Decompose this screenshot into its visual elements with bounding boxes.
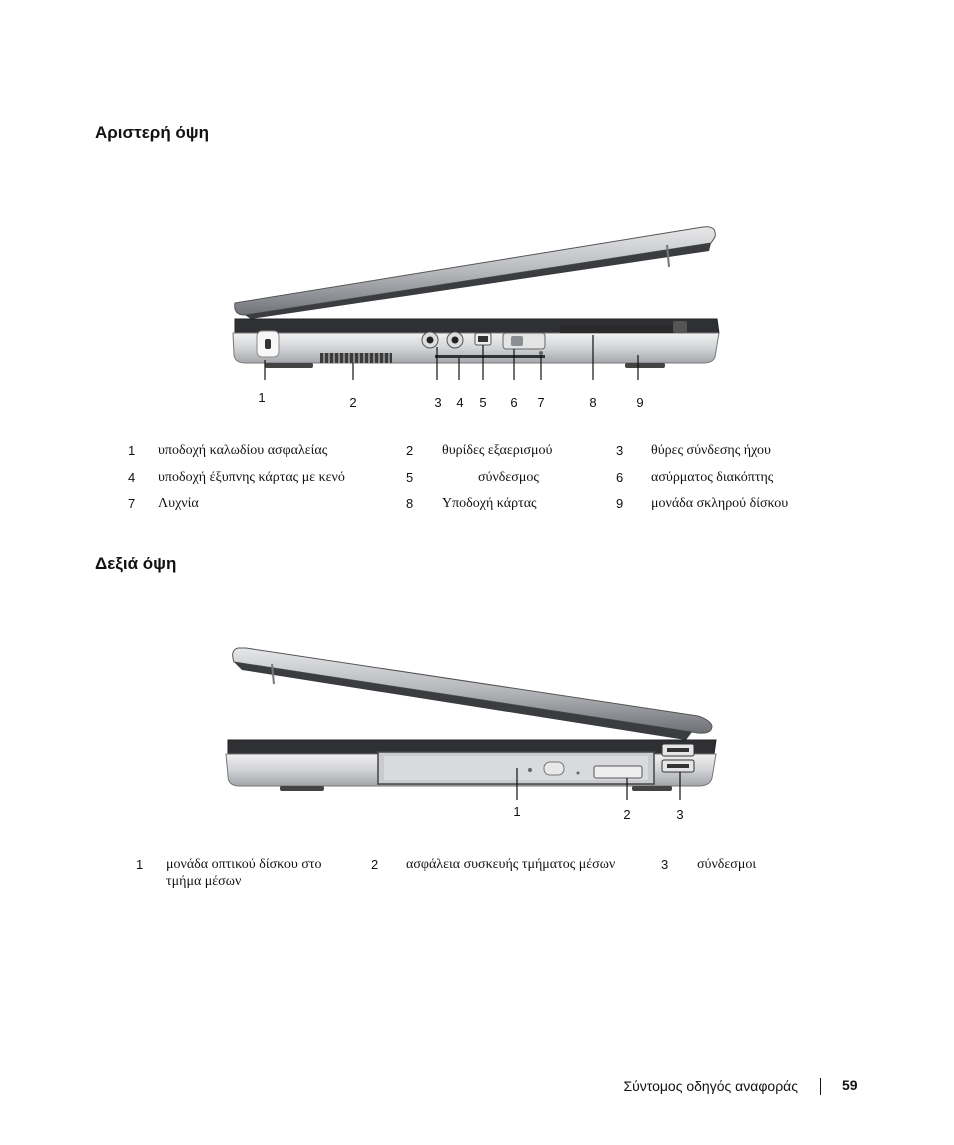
left-legend-num-1: 1 bbox=[128, 443, 136, 458]
right-legend-text-3: σύνδεσμοι bbox=[697, 857, 757, 872]
right-callout-1: 1 bbox=[513, 804, 521, 819]
right-view-heading: Δεξιά όψη bbox=[95, 554, 177, 573]
left-legend-text-6: ασύρματος διακόπτης bbox=[651, 470, 774, 485]
left-callout-1: 1 bbox=[258, 390, 266, 405]
left-legend-num-3: 3 bbox=[616, 443, 624, 458]
left-legend-num-4: 4 bbox=[128, 470, 136, 485]
left-legend-text-5: σύνδεσμος bbox=[478, 470, 539, 485]
right-callout-2: 2 bbox=[623, 807, 631, 822]
left-view-figure bbox=[225, 215, 730, 380]
right-legend-text-2: ασφάλεια συσκευής τμήματος μέσων bbox=[406, 857, 616, 872]
left-legend-num-6: 6 bbox=[616, 470, 624, 485]
left-legend-text-1: υποδοχή καλωδίου ασφαλείας bbox=[158, 443, 328, 458]
page-number: 59 bbox=[842, 1077, 858, 1093]
left-callout-8: 8 bbox=[589, 395, 597, 410]
left-view-heading: Αριστερή όψη bbox=[95, 123, 210, 142]
right-callout-3: 3 bbox=[676, 807, 684, 822]
right-legend-num-2: 2 bbox=[371, 857, 379, 872]
left-callout-3: 3 bbox=[434, 395, 442, 410]
left-callout-4: 4 bbox=[456, 395, 464, 410]
left-legend-text-4: υποδοχή έξυπνης κάρτας με κενό bbox=[158, 470, 345, 485]
left-legend-num-9: 9 bbox=[616, 496, 624, 511]
left-legend-text-9: μονάδα σκληρού δίσκου bbox=[651, 496, 789, 511]
left-legend-text-2: θυρίδες εξαερισμού bbox=[442, 443, 553, 458]
left-legend-num-8: 8 bbox=[406, 496, 414, 511]
right-legend-num-1: 1 bbox=[136, 857, 144, 872]
right-view-figure bbox=[222, 640, 722, 800]
left-legend-text-8: Υποδοχή κάρτας bbox=[442, 496, 537, 511]
left-legend-text-3: θύρες σύνδεσης ήχου bbox=[651, 443, 771, 458]
left-legend-num-2: 2 bbox=[406, 443, 414, 458]
footer-title: Σύντομος οδηγός αναφοράς bbox=[623, 1078, 798, 1094]
left-legend-num-7: 7 bbox=[128, 496, 136, 511]
right-legend-text-1: μονάδα οπτικού δίσκου στο τμήμα μέσων bbox=[166, 857, 322, 889]
left-callout-2: 2 bbox=[349, 395, 357, 410]
laptop-left-side-image bbox=[225, 215, 730, 380]
footer-separator bbox=[820, 1078, 821, 1095]
left-callout-5: 5 bbox=[479, 395, 487, 410]
left-callout-7: 7 bbox=[537, 395, 545, 410]
left-legend-text-7: Λυχνία bbox=[158, 496, 199, 511]
left-legend-num-5: 5 bbox=[406, 470, 414, 485]
left-callout-9: 9 bbox=[636, 395, 644, 410]
right-legend-num-3: 3 bbox=[661, 857, 669, 872]
left-callout-6: 6 bbox=[510, 395, 518, 410]
laptop-right-side-image bbox=[222, 640, 722, 800]
